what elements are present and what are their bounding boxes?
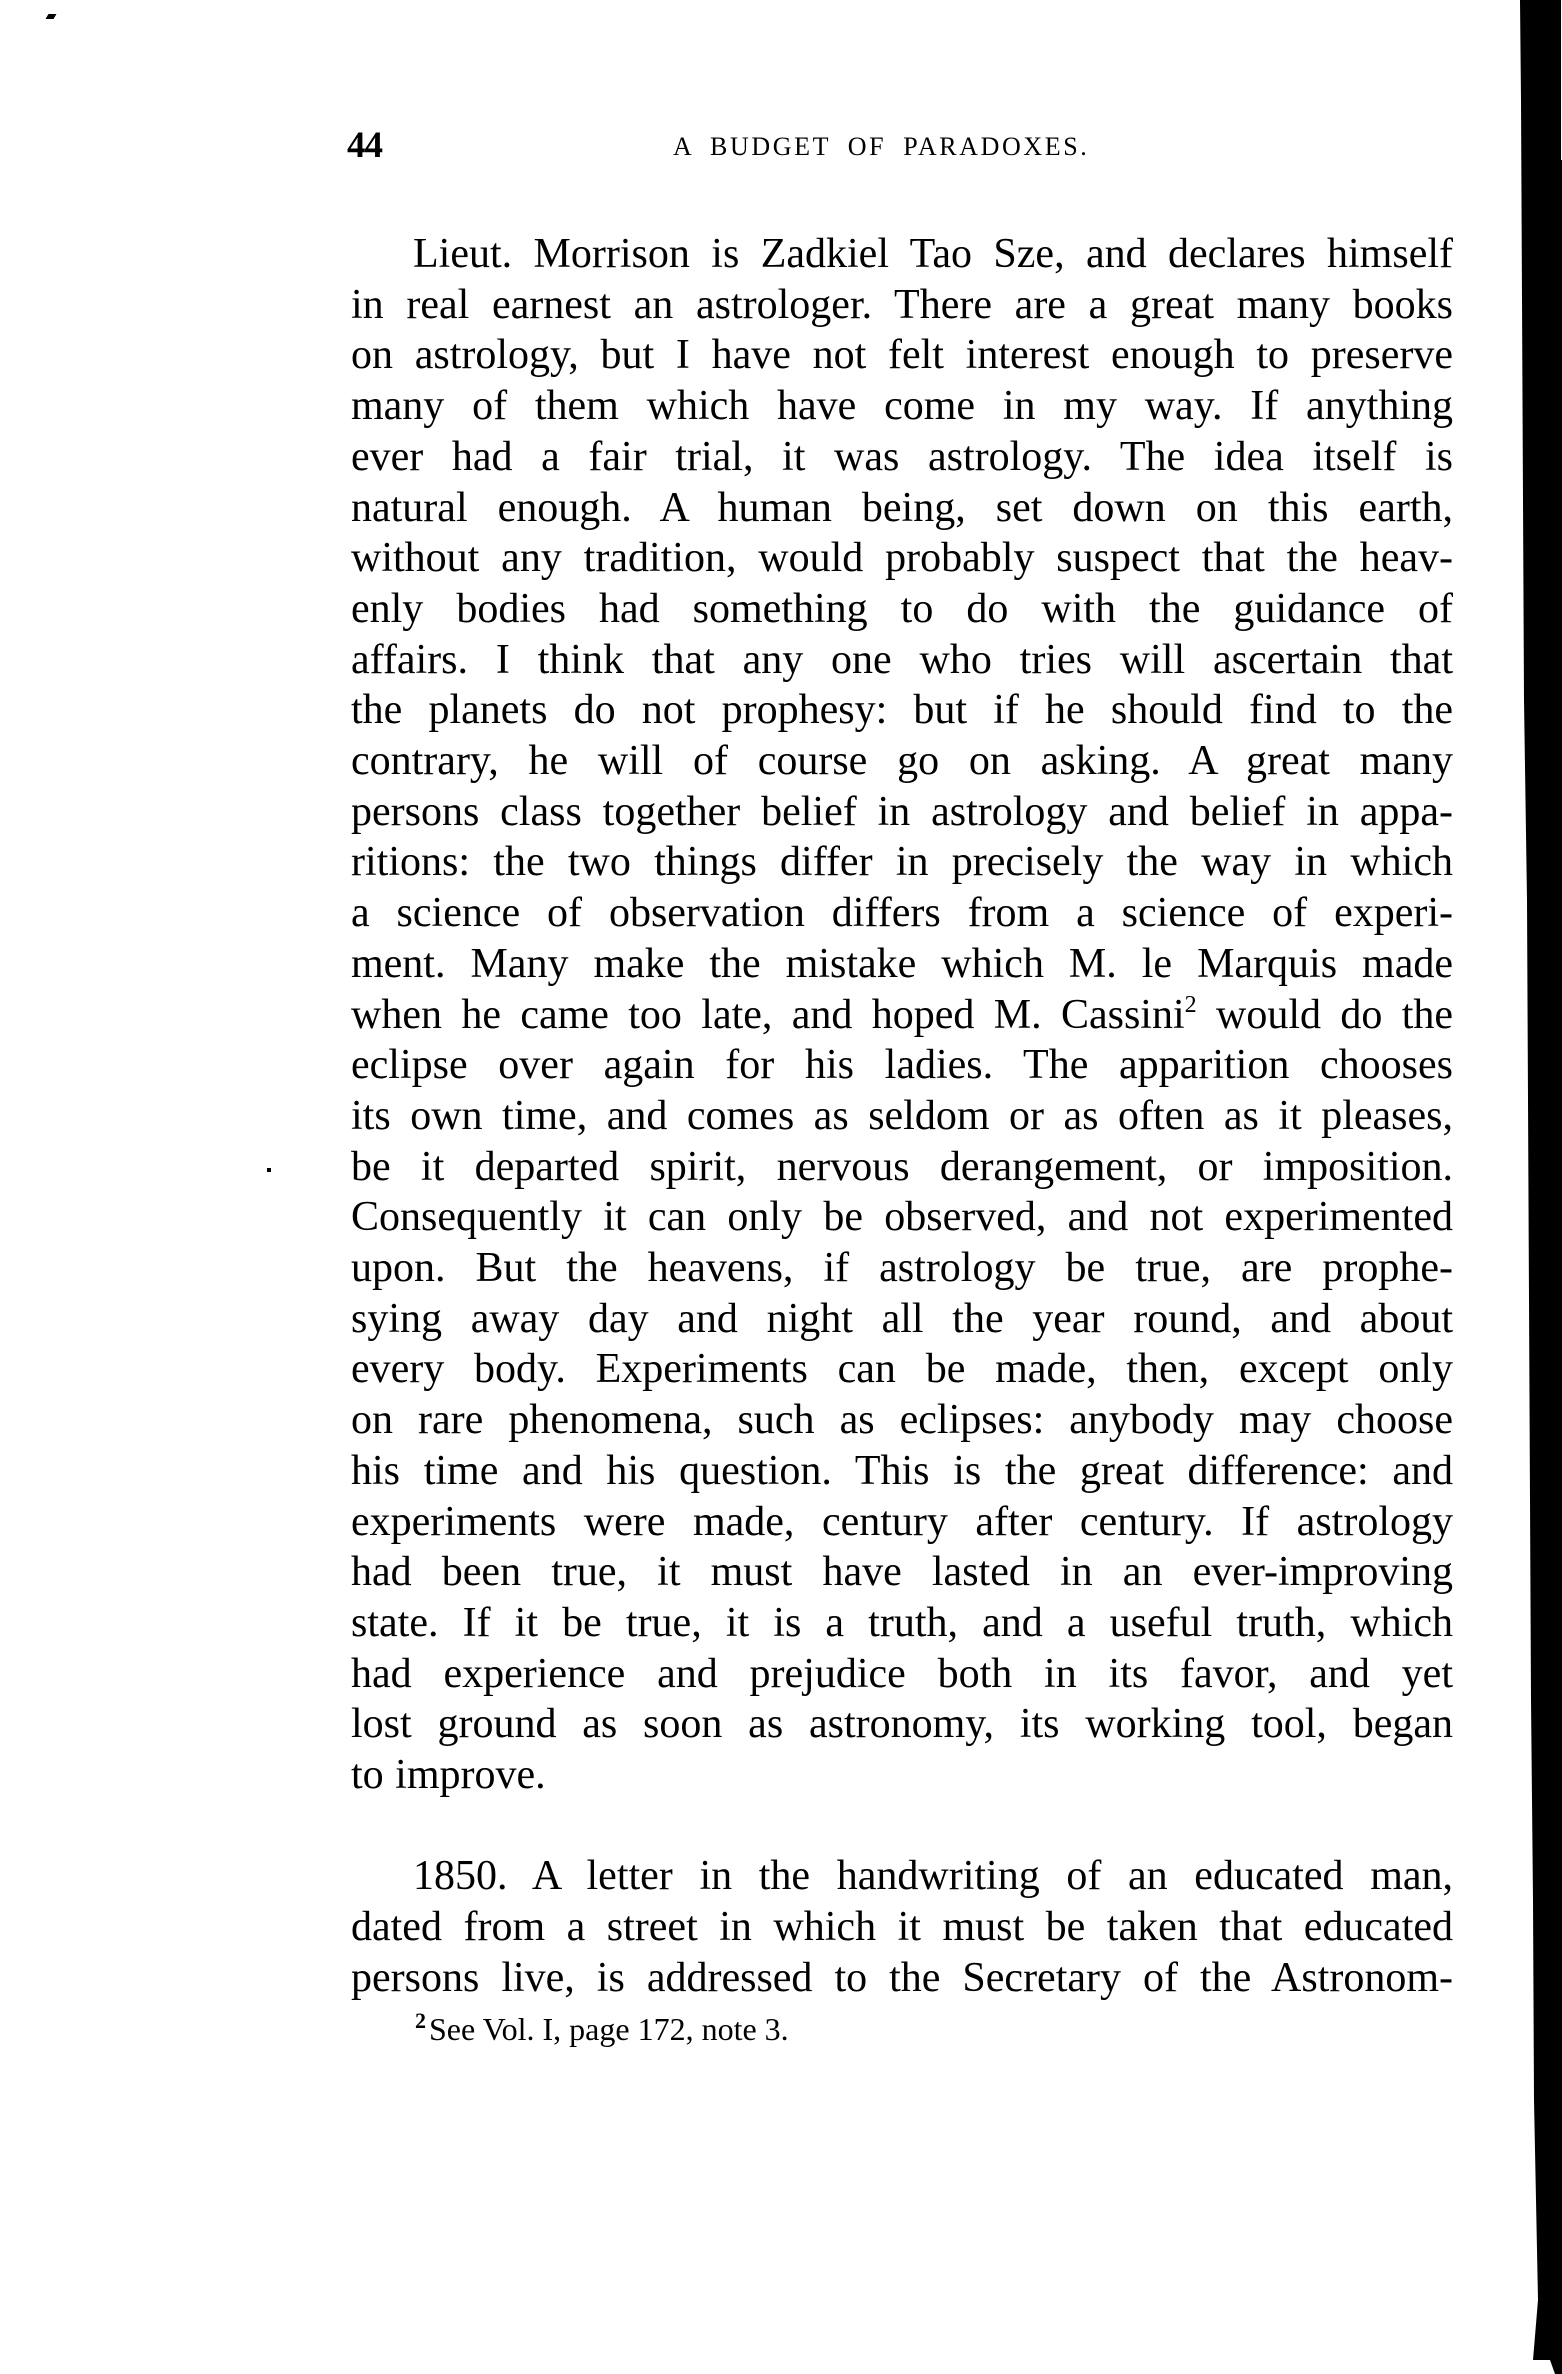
text-segment: when he came too late, and hoped M. Cassini: [351, 991, 1185, 1038]
running-head: [347, 126, 1452, 166]
page-number: 44: [347, 125, 382, 166]
text-line: affairs. I think that any one who tries will ascertain that: [351, 636, 1453, 683]
text-line: state. If it be true, it is a truth, and a useful truth, which: [351, 1599, 1453, 1646]
text-line: lost ground as soon as astronomy, its working tool, began: [351, 1701, 1453, 1748]
footnote-marker: 2: [415, 2008, 426, 2033]
text-line: ritions: the two things differ in precisely the way in which: [351, 839, 1453, 886]
text-line: a science of observation differs from a science of experi-: [351, 890, 1453, 937]
text-line: his time and his question. This is the great difference: and: [351, 1447, 1453, 1494]
footnote-reference[interactable]: 2: [1184, 991, 1197, 1018]
footnote-text: See Vol. I, page 172, note 3.: [429, 2011, 789, 2047]
text-line: on astrology, but I have not felt interest enough to preserve: [351, 332, 1453, 379]
text-line: to improve.: [351, 1752, 546, 1798]
text-line: be it departed spirit, nervous derangement, or imposition.: [351, 1143, 1453, 1190]
running-title: A BUDGET OF PARADOXES.: [673, 132, 1090, 161]
text-line: ment. Many make the mistake which M. le Marquis made: [351, 940, 1453, 987]
scan-speck: [267, 1168, 271, 1172]
binding-shadow: [1500, 0, 1562, 2374]
text-line: persons class together belief in astrology and belief in appa-: [351, 788, 1453, 835]
text-line: Consequently it can only be observed, and not experimented: [351, 1194, 1453, 1241]
text-line: its own time, and comes as seldom or as often as it pleases,: [351, 1092, 1453, 1139]
text-line-with-footnote-ref: [351, 990, 1453, 1040]
text-line: had experience and prejudice both in its favor, and yet: [351, 1650, 1453, 1697]
text-line: eclipse over again for his ladies. The apparition chooses: [351, 1042, 1453, 1089]
text-line: natural enough. A human being, set down on this earth,: [351, 484, 1453, 531]
text-line: persons live, is addressed to the Secretary of the Astronom-: [351, 1955, 1453, 2001]
text-line: the planets do not prophesy: but if he should find to the: [351, 687, 1453, 734]
text-line: on rare phenomena, such as eclipses: anybody may choose: [351, 1397, 1453, 1444]
scan-speck: [46, 14, 57, 19]
text-line: Lieut. Morrison is Zadkiel Tao Sze, and declares himself: [413, 231, 1453, 277]
text-line: enly bodies had something to do with the guidance of: [351, 585, 1453, 632]
text-line: contrary, he will of course go on asking. A great many: [351, 738, 1453, 784]
text-line: ever had a fair trial, it was astrology. The idea itself is: [351, 433, 1453, 480]
text-line: 1850. A letter in the handwriting of an educated man,: [413, 1853, 1453, 1899]
text-line: many of them which have come in my way. If anything: [351, 383, 1453, 430]
text-line: had been true, it must have lasted in an ever-improving: [351, 1549, 1453, 1596]
footnote: [415, 2008, 789, 2047]
text-line: every body. Experiments can be made, then, except only: [351, 1346, 1453, 1393]
text-line: experiments were made, century after century. If astrology: [351, 1498, 1453, 1545]
text-segment: would do the: [1196, 991, 1454, 1038]
text-line: sying away day and night all the year round, and about: [351, 1295, 1453, 1342]
text-line: in real earnest an astrologer. There are a great many books: [351, 281, 1453, 328]
text-line: dated from a street in which it must be taken that educated: [351, 1904, 1453, 1950]
text-line: without any tradition, would probably suspect that the heav-: [351, 535, 1453, 582]
text-line: upon. But the heavens, if astrology be true, are prophe-: [351, 1245, 1453, 1291]
